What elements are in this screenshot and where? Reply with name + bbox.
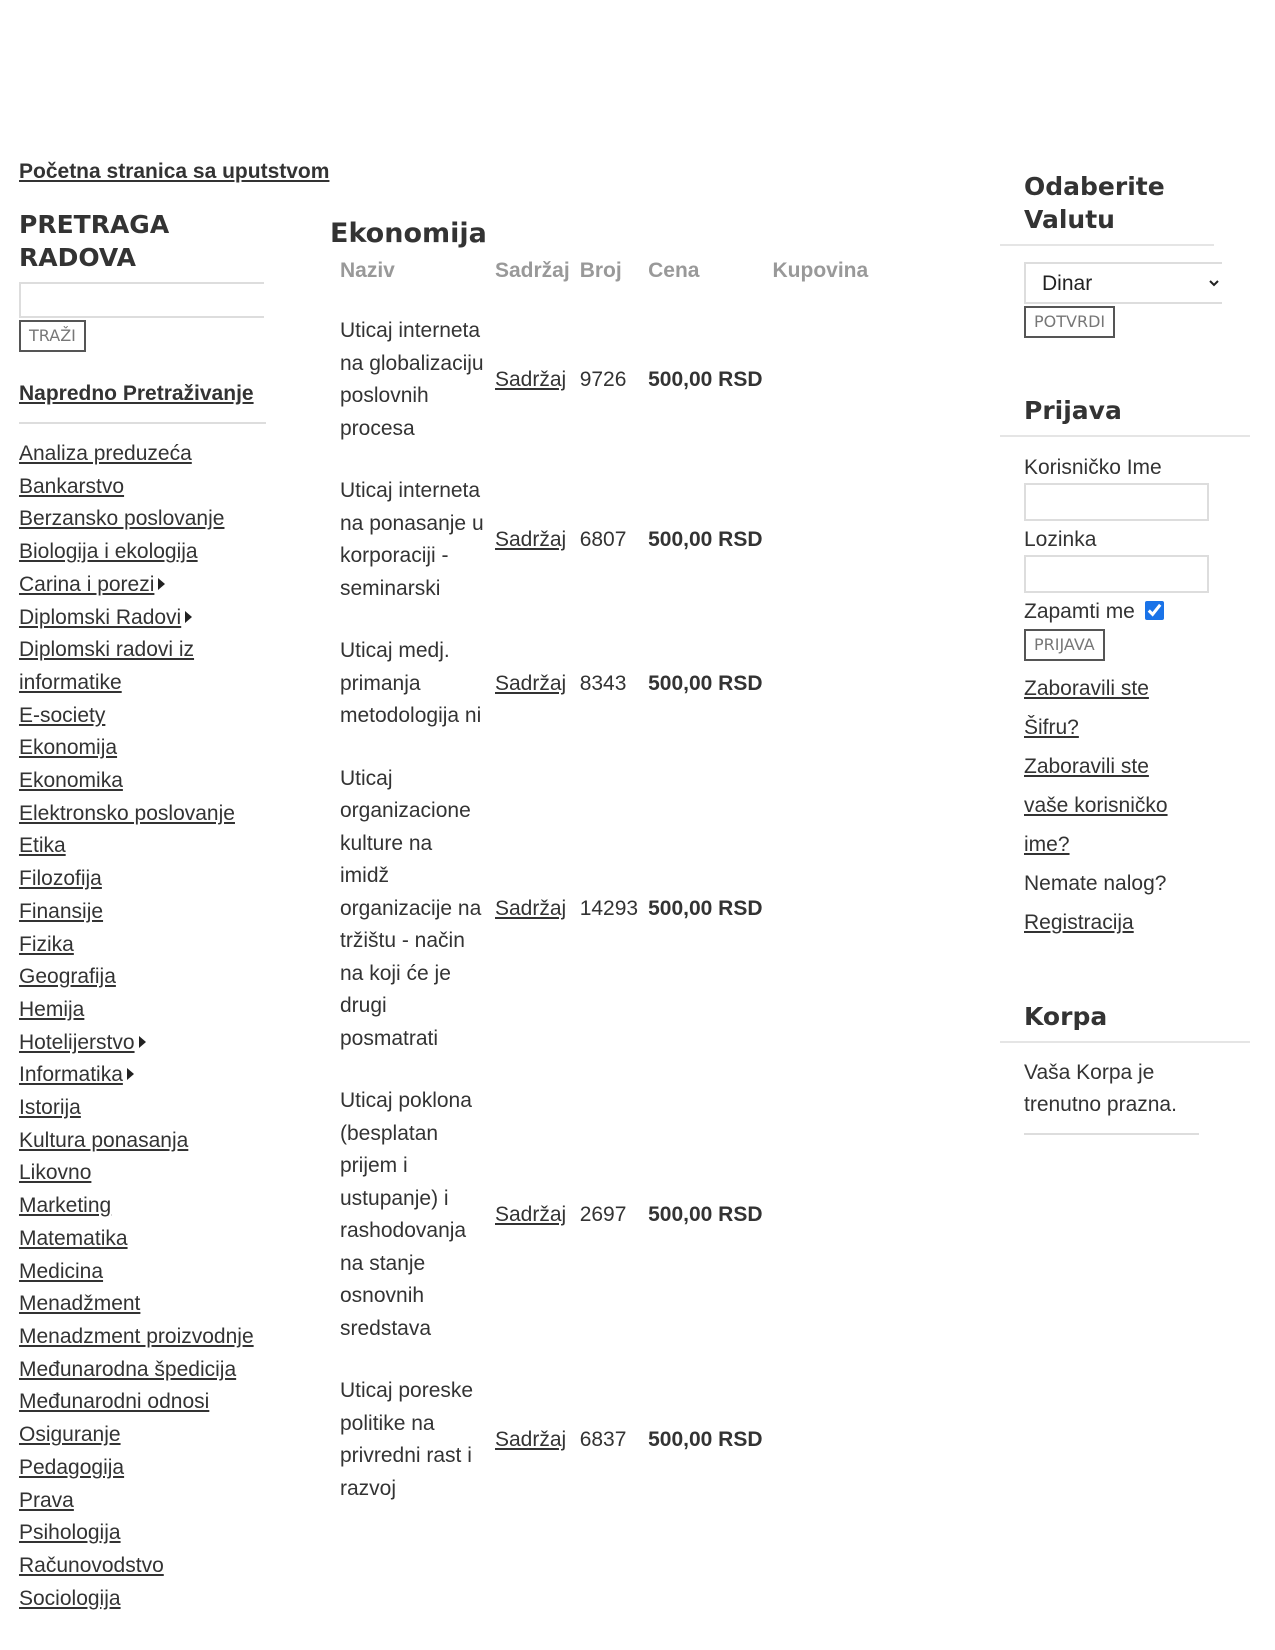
category-item: [19, 1386, 266, 1419]
category-link[interactable]: Fizika: [19, 932, 74, 956]
table-cell: [648, 305, 772, 465]
right-sidebar: [1000, 170, 1250, 1135]
paper-price: 500,00 RSD: [648, 1202, 763, 1226]
paper-number: 8343: [579, 671, 627, 695]
paper-price: 500,00 RSD: [648, 367, 763, 391]
table-cell: [580, 465, 648, 625]
login-form: [1024, 453, 1250, 661]
category-link[interactable]: Finansije: [19, 899, 104, 923]
paper-title: Uticaj organizacione kulture na imidž organizacije na tržištu - način na koji će je drugi posmatrati: [340, 766, 482, 1050]
content-link[interactable]: Sadržaj: [495, 896, 567, 920]
category-item: [19, 1157, 266, 1190]
category-link[interactable]: Analiza preduzeća: [19, 442, 192, 465]
table-cell: [340, 465, 495, 625]
category-item: [19, 961, 266, 994]
table-cell: [495, 305, 580, 465]
category-item: [19, 896, 266, 929]
category-link[interactable]: Geografija: [19, 965, 116, 989]
category-item: [19, 471, 266, 504]
submenu-arrow-icon[interactable]: [158, 578, 165, 590]
paper-title: Uticaj medj. primanja metodologija ni: [340, 639, 482, 727]
category-link[interactable]: Pedagogija: [19, 1455, 125, 1479]
category-item: [19, 569, 266, 602]
table-cell: [495, 625, 580, 753]
password-label: Lozinka: [1024, 528, 1097, 551]
content-link[interactable]: Sadržaj: [495, 1202, 567, 1226]
category-item: [19, 1517, 266, 1550]
category-item: [19, 1583, 266, 1616]
table-cell: [340, 753, 495, 1076]
remember-me-label: Zapamti me: [1024, 600, 1135, 623]
table-cell: [580, 1365, 648, 1525]
category-link[interactable]: Filozofija: [19, 867, 102, 891]
category-item: [19, 1059, 266, 1092]
table-cell: [580, 1075, 648, 1365]
search-button[interactable]: TRAŽI: [19, 320, 86, 352]
category-link[interactable]: Ekonomija: [19, 736, 118, 760]
main-content: [330, 218, 950, 1525]
category-link[interactable]: Diplomski Radovi: [19, 605, 182, 629]
paper-number: 14293: [579, 896, 639, 920]
table-cell: [495, 1365, 580, 1525]
table-cell: [340, 1365, 495, 1525]
remember-me: [1024, 597, 1250, 627]
category-link[interactable]: Likovno: [19, 1161, 92, 1185]
category-item: [19, 1288, 266, 1321]
currency-form: [1024, 246, 1250, 338]
content-link[interactable]: Sadržaj: [495, 671, 567, 695]
column-header-content: Sadržaj: [495, 259, 570, 282]
table-cell: [580, 753, 648, 1076]
left-sidebar: [19, 208, 266, 1615]
table-header: [340, 253, 878, 305]
submenu-arrow-icon[interactable]: [127, 1068, 134, 1080]
table-cell: [340, 625, 495, 753]
table-cell: [580, 305, 648, 465]
category-item: [19, 1256, 266, 1289]
table-cell: [495, 465, 580, 625]
paper-title: Uticaj poklona (besplatan prijem i ustupanje) i rashodovanja na stanje osnovnih sredstava: [340, 1089, 472, 1340]
column-header-purchase: Kupovina: [772, 259, 869, 282]
forgot-password-link[interactable]: Zaboravili ste Šifru?: [1024, 677, 1149, 739]
table-cell: [648, 1365, 772, 1525]
category-item: [19, 602, 266, 635]
table-cell: [648, 625, 772, 753]
category-link[interactable]: Međunarodna špedicija: [19, 1357, 237, 1381]
category-link[interactable]: Informatika: [19, 1063, 123, 1087]
content-link[interactable]: Sadržaj: [495, 1427, 567, 1451]
paper-price: 500,00 RSD: [648, 527, 763, 551]
category-item: [19, 634, 266, 699]
category-item: [19, 536, 266, 569]
purchase-cell: [773, 625, 879, 753]
category-item: [19, 830, 266, 863]
category-item: [19, 1027, 266, 1060]
home-link[interactable]: Početna stranica sa uputstvom: [19, 160, 330, 183]
category-link[interactable]: Ekonomika: [19, 769, 123, 793]
purchase-cell: [773, 1075, 879, 1365]
login-heading: Prijava: [1000, 394, 1250, 437]
paper-price: 500,00 RSD: [648, 671, 763, 695]
category-link[interactable]: Psihologija: [19, 1521, 121, 1545]
category-link[interactable]: Hemija: [19, 997, 85, 1021]
cart-heading: Korpa: [1000, 1000, 1250, 1043]
column-header-name: Naziv: [340, 259, 395, 282]
category-item: [19, 1092, 266, 1125]
category-item: [19, 1419, 266, 1452]
category-item: [19, 1550, 266, 1583]
category-link[interactable]: Etika: [19, 834, 66, 858]
category-link[interactable]: Sociologija: [19, 1586, 121, 1610]
category-item: [19, 1354, 266, 1387]
table-cell: [648, 753, 772, 1076]
paper-number: 2697: [579, 1202, 627, 1226]
category-link[interactable]: Medicina: [19, 1259, 104, 1283]
table-row: [340, 753, 878, 1076]
currency-heading: Odaberite Valutu: [1000, 170, 1214, 246]
category-link[interactable]: Marketing: [19, 1194, 112, 1218]
category-link[interactable]: Carina i porezi: [19, 572, 155, 596]
category-link[interactable]: Osiguranje: [19, 1423, 121, 1447]
username-input[interactable]: [1024, 483, 1209, 521]
page-title: Ekonomija: [330, 218, 487, 249]
content-link[interactable]: Sadržaj: [495, 367, 567, 391]
no-account-text: Nemate nalog?: [1024, 872, 1167, 895]
category-item: [19, 765, 266, 798]
table-cell: [580, 625, 648, 753]
table-cell: [648, 465, 772, 625]
purchase-cell: [773, 753, 879, 1076]
category-link[interactable]: Biologija i ekologija: [19, 540, 198, 564]
paper-title: Uticaj interneta na ponasanje u korporaciji - seminarski: [340, 479, 484, 600]
column-header-number: Broj: [579, 259, 622, 282]
category-link[interactable]: Berzansko poslovanje: [19, 507, 225, 531]
category-item: [19, 798, 266, 831]
table-row: [340, 305, 878, 465]
category-item: [19, 1190, 266, 1223]
cart-status: Vaša Korpa je trenutno prazna.: [1024, 1057, 1199, 1135]
category-item: [19, 1452, 266, 1485]
table-cell: [340, 305, 495, 465]
category-item: [19, 929, 266, 962]
login-button[interactable]: PRIJAVA: [1024, 629, 1105, 661]
search-heading: PRETRAGA RADOVA: [19, 210, 170, 272]
table-row: [340, 1365, 878, 1525]
category-link[interactable]: Međunarodni odnosi: [19, 1390, 210, 1414]
table-row: [340, 625, 878, 753]
search-input[interactable]: [19, 282, 264, 318]
submenu-arrow-icon[interactable]: [185, 611, 192, 623]
category-link[interactable]: Elektronsko poslovanje: [19, 801, 235, 825]
category-link[interactable]: Matematika: [19, 1226, 128, 1250]
purchase-cell: [773, 465, 879, 625]
category-link[interactable]: Hotelijerstvo: [19, 1030, 135, 1054]
table-cell: [340, 1075, 495, 1365]
submenu-arrow-icon[interactable]: [139, 1036, 146, 1048]
forgot-username-link[interactable]: Zaboravili ste vaše korisničko ime?: [1024, 755, 1168, 856]
divider: [19, 422, 266, 424]
paper-title: Uticaj interneta na globalizaciju poslovnih procesa: [340, 319, 484, 440]
category-item: [19, 438, 266, 471]
paper-number: 6837: [579, 1427, 627, 1451]
paper-price: 500,00 RSD: [648, 1427, 763, 1451]
paper-number: 6807: [579, 527, 627, 551]
purchase-cell: [773, 305, 879, 465]
category-link[interactable]: E-society: [19, 703, 106, 727]
category-link[interactable]: Bankarstvo: [19, 474, 125, 498]
table-row: [340, 465, 878, 625]
paper-title: Uticaj poreske politike na privredni rast i razvoj: [340, 1379, 474, 1500]
login-links: [1024, 669, 1250, 942]
table-row: [340, 1075, 878, 1365]
category-link[interactable]: Istorija: [19, 1096, 81, 1120]
table-cell: [495, 1075, 580, 1365]
category-list: [19, 438, 266, 1615]
category-link[interactable]: Prava: [19, 1488, 74, 1512]
remember-me-checkbox[interactable]: [1145, 601, 1164, 620]
category-link[interactable]: Računovodstvo: [19, 1553, 164, 1577]
confirm-currency-button[interactable]: POTVRDI: [1024, 306, 1115, 338]
category-item: [19, 1485, 266, 1518]
category-item: [19, 1223, 266, 1256]
category-item: [19, 732, 266, 765]
paper-number: 9726: [579, 367, 627, 391]
table-cell: [495, 753, 580, 1076]
password-input[interactable]: [1024, 555, 1209, 593]
category-item: [19, 1321, 266, 1354]
category-link[interactable]: Menadzment proizvodnje: [19, 1324, 254, 1348]
category-link[interactable]: Kultura ponasanja: [19, 1128, 189, 1152]
table-cell: [648, 1075, 772, 1365]
column-header-price: Cena: [648, 259, 700, 282]
currency-select[interactable]: [1024, 262, 1222, 304]
category-item: [19, 994, 266, 1027]
category-item: [19, 1125, 266, 1158]
purchase-cell: [773, 1365, 879, 1525]
paper-price: 500,00 RSD: [648, 896, 763, 920]
username-label: Korisničko Ime: [1024, 456, 1162, 479]
category-item: [19, 700, 266, 733]
category-link[interactable]: Diplomski radovi iz informatike: [19, 638, 195, 694]
category-link[interactable]: Menadžment: [19, 1292, 141, 1316]
content-link[interactable]: Sadržaj: [495, 527, 567, 551]
register-link[interactable]: Registracija: [1024, 911, 1134, 934]
products-table: [340, 253, 878, 1525]
advanced-search-link[interactable]: Napredno Pretraživanje: [19, 382, 254, 405]
category-item: [19, 503, 266, 536]
category-item: [19, 863, 266, 896]
